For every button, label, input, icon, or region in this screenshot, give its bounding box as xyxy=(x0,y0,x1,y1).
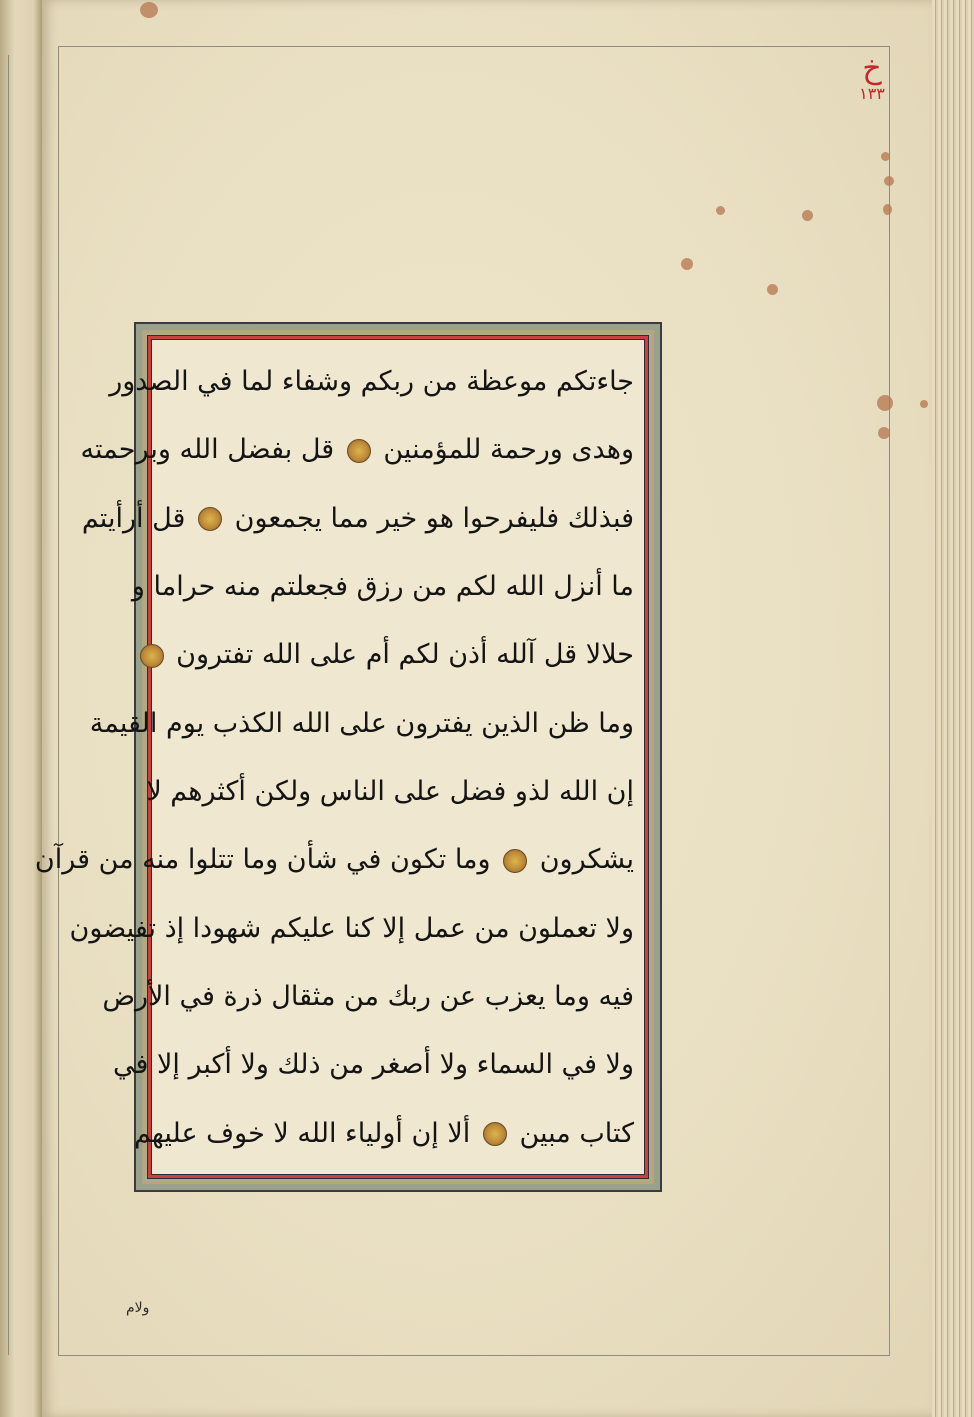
stain xyxy=(767,284,778,295)
text-line-1: جاءتكم موعظة من ربكم وشفاء لما في الصدور xyxy=(109,366,634,398)
verse-rosette-icon xyxy=(140,644,164,668)
text-line-7: إن الله لذو فضل على الناس ولكن أكثرهم لا xyxy=(146,776,634,808)
text-line-10: فيه وما يعزب عن ربك من مثقال ذرة في الأرض xyxy=(102,981,634,1013)
folio-letter: خ xyxy=(862,51,882,86)
left-page-edge xyxy=(0,0,42,1417)
stain xyxy=(884,176,894,186)
text-line-9: ولا تعملون من عمل إلا كنا عليكم شهودا إذ تفيضون xyxy=(69,912,634,944)
folio-marker xyxy=(848,51,896,103)
ruled-frame-right xyxy=(889,46,890,1356)
verse-rosette-icon xyxy=(483,1122,507,1146)
text-line-4: ما أنزل الله لكم من رزق فجعلتم منه حراما و xyxy=(131,571,634,603)
stain xyxy=(681,258,693,270)
left-page-rule xyxy=(8,55,9,1355)
ruled-frame-left xyxy=(58,46,59,1356)
folio-number: ١٣٣ xyxy=(859,84,885,103)
text-line-6: وما ظن الذين يفترون على الله الكذب يوم القيمة xyxy=(89,707,634,739)
stain xyxy=(802,210,813,221)
text-line-11: ولا في السماء ولا أصغر من ذلك ولا أكبر إلا في xyxy=(113,1049,634,1081)
text-line-8: يشكرون وما تكون في شأن وما تتلوا منه من قرآن xyxy=(34,844,634,876)
text-line-12: كتاب مبين ألا إن أولياء الله لا خوف عليهم xyxy=(133,1117,634,1149)
stain xyxy=(881,152,890,161)
margin-note: ولام xyxy=(126,1300,150,1316)
verse-rosette-icon xyxy=(198,507,222,531)
stain xyxy=(140,2,158,18)
text-line-3: فبذلك فليفرحوا هو خير مما يجمعون قل أرأيتم xyxy=(81,502,634,534)
ruled-frame-bottom xyxy=(58,1355,890,1356)
stain xyxy=(883,204,892,215)
stain xyxy=(920,400,928,408)
text-line-5: حلالا قل آلله أذن لكم أم على الله تفترون xyxy=(162,631,634,679)
panel-inner-field xyxy=(34,335,649,1179)
page-stack-edge xyxy=(932,0,974,1417)
text-line-2: وهدى ورحمة للمؤمنين قل بفضل الله وبرحمته xyxy=(80,434,634,466)
stain xyxy=(877,395,893,411)
verse-rosette-icon xyxy=(347,439,371,463)
text-panel xyxy=(34,322,662,1192)
stain xyxy=(716,206,725,215)
calligraphy-text-block xyxy=(34,348,634,1168)
verse-rosette-icon xyxy=(503,849,527,873)
stain xyxy=(878,427,890,439)
ruled-frame-top xyxy=(58,46,890,47)
